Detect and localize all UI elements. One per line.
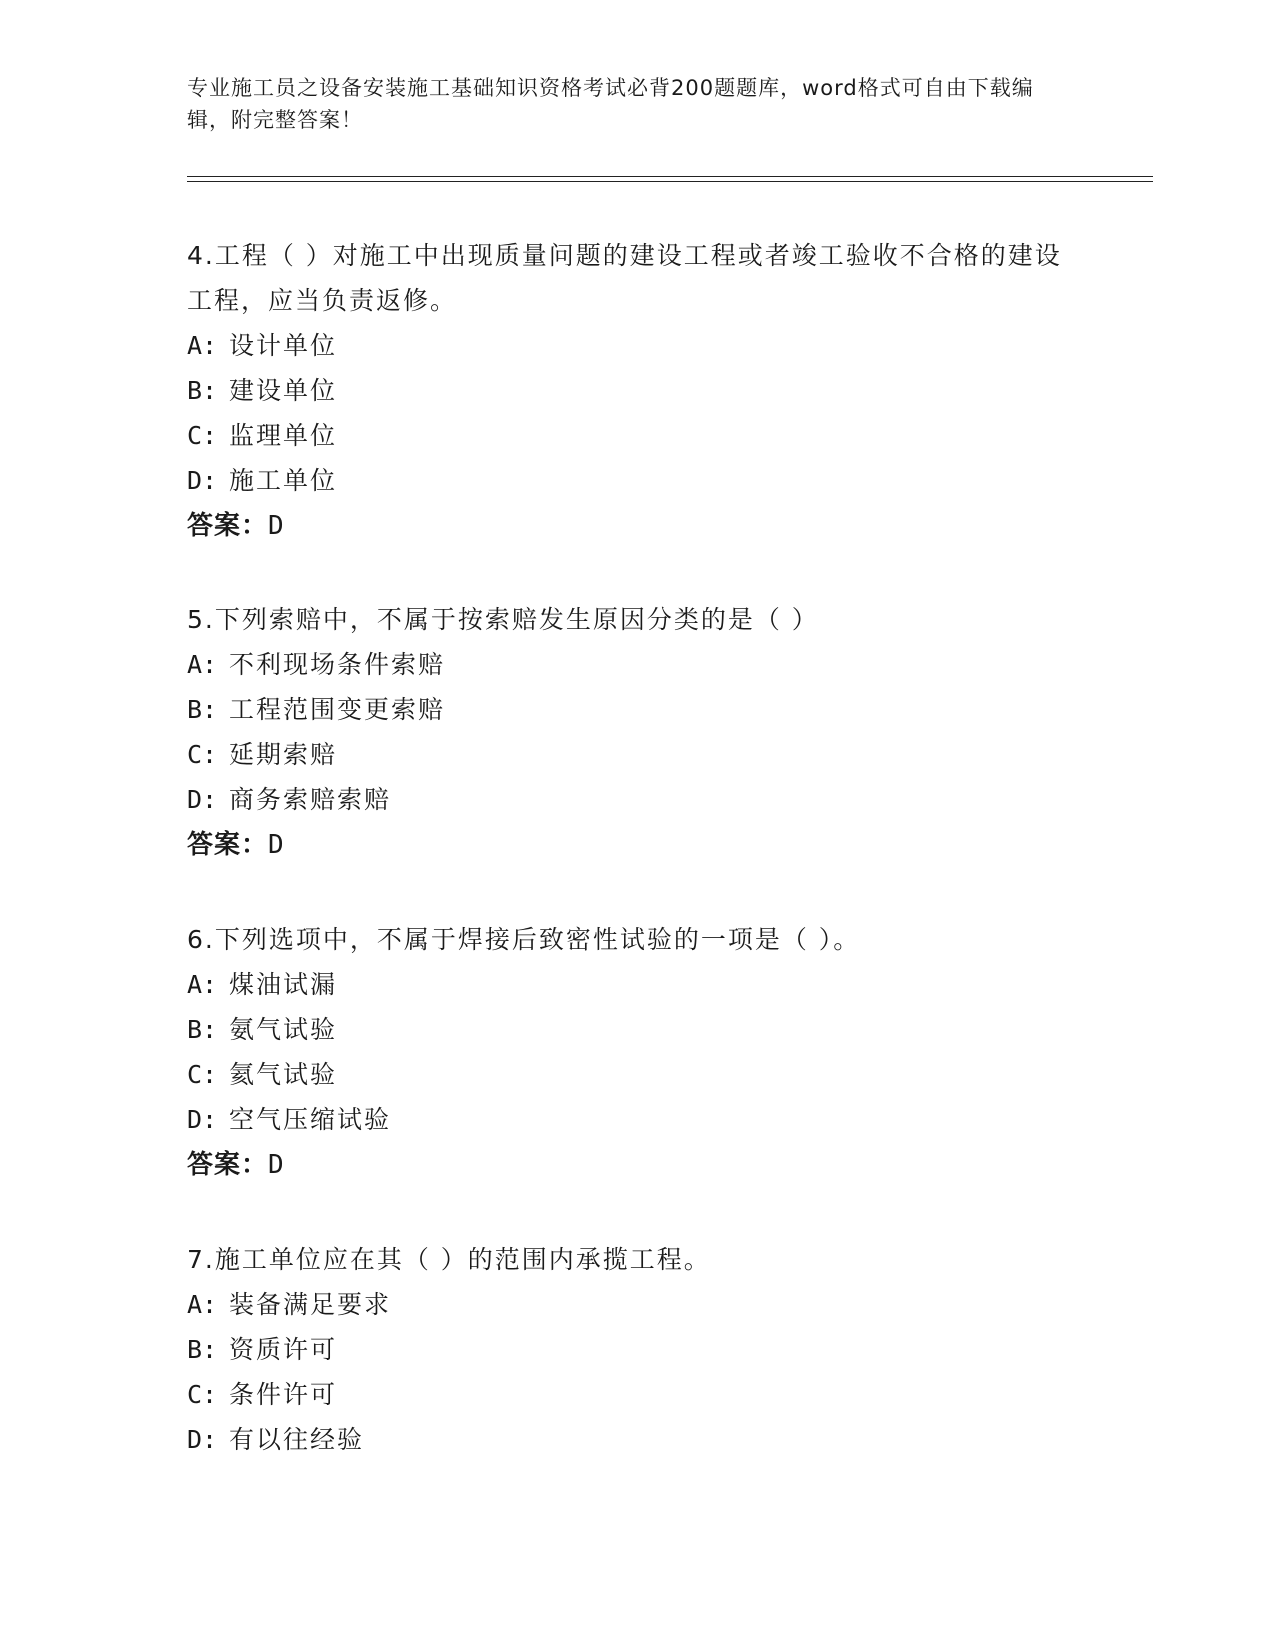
answer-value: D [268, 1150, 285, 1180]
answer-line [187, 503, 1087, 549]
option-c [187, 732, 1087, 777]
option-a [187, 323, 1087, 368]
option-text: 装备满足要求 [229, 1290, 392, 1319]
option-letter: B: [187, 1335, 218, 1364]
option-a [187, 642, 1087, 687]
option-letter: C: [187, 421, 218, 450]
option-text: 空气压缩试验 [229, 1105, 392, 1134]
option-letter: B: [187, 376, 218, 405]
header-divider-top [187, 176, 1153, 177]
document-header: 专业施工员之设备安装施工基础知识资格考试必背200题题库，word格式可自由下载编辑，附完整答案！ [187, 76, 1034, 132]
header-divider-bottom [187, 181, 1153, 182]
option-text: 工程范围变更索赔 [229, 695, 446, 724]
option-c [187, 1372, 1087, 1417]
option-b [187, 1007, 1087, 1052]
question-5 [187, 597, 1087, 868]
question-stem: 6.下列选项中，不属于焊接后致密性试验的一项是（ ）。 [187, 925, 861, 954]
question-4 [187, 233, 1087, 549]
option-d [187, 1097, 1087, 1142]
option-text: 资质许可 [229, 1335, 338, 1364]
option-letter: C: [187, 740, 218, 769]
option-letter: A: [187, 1290, 218, 1319]
answer-line [187, 822, 1087, 868]
answer-label: 答案： [187, 511, 269, 541]
option-text: 有以往经验 [229, 1425, 365, 1454]
option-text: 煤油试漏 [229, 970, 338, 999]
option-letter: C: [187, 1060, 218, 1089]
option-letter: D: [187, 785, 218, 814]
option-letter: A: [187, 331, 218, 360]
answer-label: 答案： [187, 830, 269, 860]
option-letter: A: [187, 650, 218, 679]
option-text: 监理单位 [229, 421, 338, 450]
option-text: 商务索赔索赔 [229, 785, 392, 814]
option-letter: D: [187, 466, 218, 495]
option-text: 设计单位 [229, 331, 338, 360]
option-d [187, 458, 1087, 503]
answer-value: D [268, 511, 285, 541]
option-a [187, 1282, 1087, 1327]
answer-label: 答案： [187, 1150, 269, 1180]
question-6 [187, 917, 1087, 1188]
option-text: 氨气试验 [229, 1015, 338, 1044]
option-letter: B: [187, 695, 218, 724]
option-letter: C: [187, 1380, 218, 1409]
option-letter: B: [187, 1015, 218, 1044]
option-d [187, 777, 1087, 822]
option-text: 延期索赔 [229, 740, 338, 769]
answer-value: D [268, 830, 285, 860]
option-text: 不利现场条件索赔 [229, 650, 446, 679]
question-7 [187, 1237, 1087, 1462]
question-stem: 5.下列索赔中，不属于按索赔发生原因分类的是（ ） [187, 605, 819, 634]
option-letter: D: [187, 1105, 218, 1134]
option-b [187, 368, 1087, 413]
option-a [187, 962, 1087, 1007]
option-d [187, 1417, 1087, 1462]
option-text: 条件许可 [229, 1380, 338, 1409]
question-stem: 7.施工单位应在其（ ）的范围内承揽工程。 [187, 1245, 711, 1274]
answer-line [187, 1142, 1087, 1188]
option-text: 建设单位 [229, 376, 338, 405]
option-text: 施工单位 [229, 466, 338, 495]
option-c [187, 413, 1087, 458]
option-text: 氦气试验 [229, 1060, 338, 1089]
option-letter: D: [187, 1425, 218, 1454]
option-c [187, 1052, 1087, 1097]
option-b [187, 1327, 1087, 1372]
question-stem: 4.工程（ ）对施工中出现质量问题的建设工程或者竣工验收不合格的建设工程，应当负责返修。 [187, 241, 1062, 315]
option-letter: A: [187, 970, 218, 999]
option-b [187, 687, 1087, 732]
